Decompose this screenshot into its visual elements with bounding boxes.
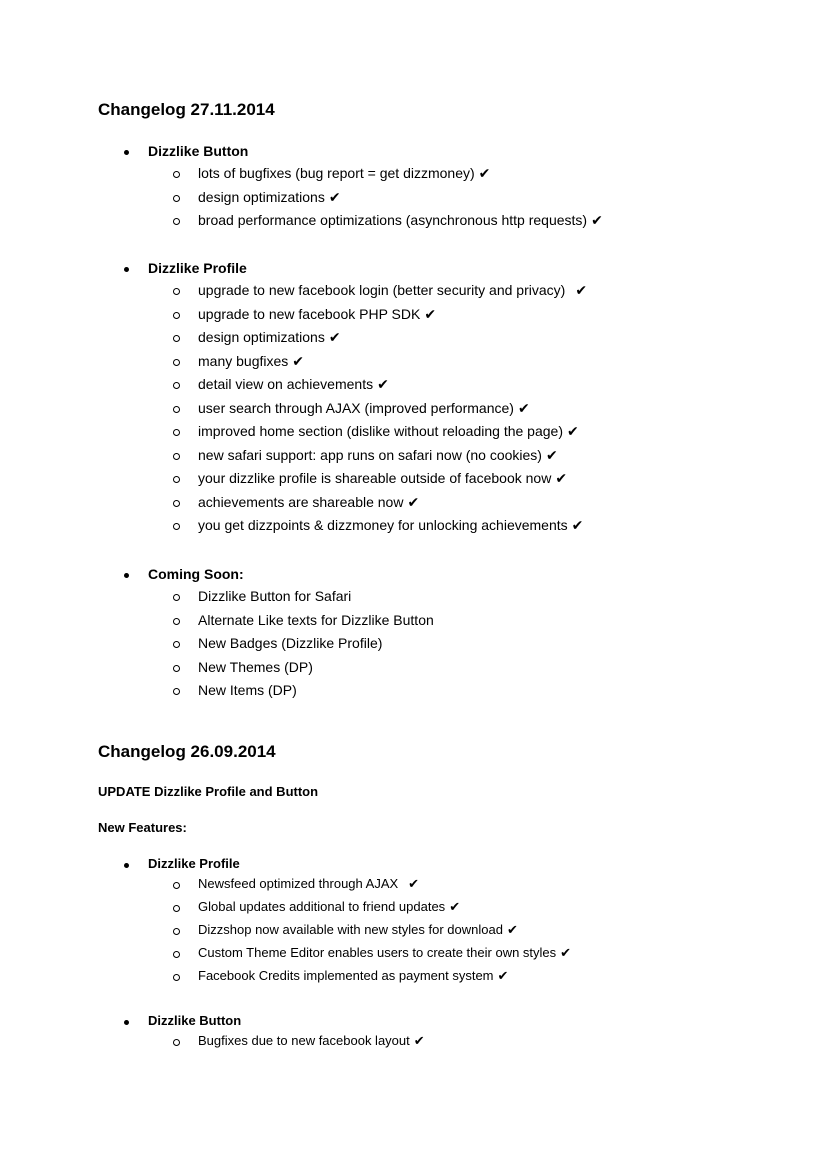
- item-text: upgrade to new facebook PHP SDK: [198, 305, 421, 322]
- circle-bullet-icon: [173, 288, 180, 295]
- sub-list: [0, 165, 827, 236]
- circle-bullet-icon: [173, 453, 180, 460]
- list-item: [0, 945, 827, 968]
- circle-bullet-icon: [173, 500, 180, 507]
- new-features-label: New Features:: [98, 820, 187, 835]
- circle-bullet-icon: [173, 665, 180, 672]
- item-text: design optimizations: [198, 188, 325, 205]
- circle-bullet-icon: [173, 406, 180, 413]
- checkmark-icon: ✔: [328, 329, 341, 345]
- checkmark-icon: ✔: [566, 423, 579, 439]
- list-item: [0, 282, 827, 306]
- group-title: Dizzlike Profile: [148, 856, 240, 871]
- item-text: Dizzlike Button for Safari: [198, 588, 352, 604]
- checkmark-icon: ✔: [571, 517, 584, 533]
- list-item: [0, 635, 827, 659]
- item-text: achievements are shareable now: [198, 493, 404, 510]
- item-text: New Badges (Dizzlike Profile): [198, 635, 383, 651]
- group-coming-soon: [0, 565, 827, 706]
- item-text: New Themes (DP): [198, 658, 313, 675]
- list-item: [0, 376, 827, 400]
- item-text: Newsfeed optimized through AJAX: [198, 876, 399, 891]
- checkmark-icon: ✔: [478, 165, 491, 181]
- bullet-icon: [124, 863, 129, 868]
- bullet-icon: [124, 150, 129, 155]
- checkmark-icon: ✔: [506, 922, 518, 937]
- bullet-icon: [124, 573, 129, 578]
- list-item: [0, 517, 827, 541]
- list-item: [0, 447, 827, 471]
- item-text: detail view on achievements: [198, 376, 374, 392]
- circle-bullet-icon: [173, 905, 180, 912]
- list-item: [0, 682, 827, 706]
- bullet-icon: [124, 267, 129, 272]
- item-text: new safari support: app runs on safari now (no cookies): [198, 446, 542, 463]
- item-text: user search through AJAX (improved performance): [198, 399, 514, 416]
- checkmark-icon: ✔: [328, 188, 341, 205]
- circle-bullet-icon: [173, 218, 180, 225]
- list-item: [0, 659, 827, 683]
- checkmark-icon: ✔: [575, 282, 588, 298]
- list-item: [0, 423, 827, 447]
- item-text: lots of bugfixes (bug report = get dizzmoney): [198, 165, 475, 181]
- group-title: Dizzlike Button: [148, 143, 249, 159]
- group-title: Dizzlike Profile: [148, 260, 247, 276]
- circle-bullet-icon: [173, 429, 180, 436]
- group-title-row: [0, 1012, 827, 1033]
- checkmark-icon: ✔: [407, 493, 420, 510]
- list-item: [0, 306, 827, 330]
- checkmark-icon: ✔: [377, 376, 389, 392]
- group-title-row: [0, 855, 827, 876]
- list-item: [0, 588, 827, 612]
- circle-bullet-icon: [173, 1039, 180, 1046]
- item-text: many bugfixes: [198, 352, 289, 369]
- circle-bullet-icon: [173, 882, 180, 889]
- sub-list: [0, 588, 827, 706]
- checkmark-icon: ✔: [560, 945, 572, 960]
- circle-bullet-icon: [173, 618, 180, 625]
- group-dizzlike-button: [0, 142, 827, 236]
- circle-bullet-icon: [173, 171, 180, 178]
- list-item: [0, 494, 827, 518]
- item-text: Facebook Credits implemented as payment system: [198, 968, 494, 983]
- circle-bullet-icon: [173, 476, 180, 483]
- list-item: [0, 1033, 827, 1056]
- item-text: upgrade to new facebook login (better security and privacy): [198, 282, 566, 298]
- group-title-row: [0, 565, 827, 588]
- list-item: [0, 612, 827, 636]
- circle-bullet-icon: [173, 594, 180, 601]
- checkmark-icon: ✔: [545, 446, 558, 463]
- checkmark-icon: ✔: [408, 876, 420, 891]
- list-item: [0, 968, 827, 991]
- circle-bullet-icon: [173, 335, 180, 342]
- list-item: [0, 353, 827, 377]
- checkmark-icon: ✔: [497, 968, 509, 983]
- checkmark-icon: ✔: [424, 305, 437, 322]
- group-title-row: [0, 259, 827, 282]
- group-title: Dizzlike Button: [148, 1013, 242, 1028]
- changelog-heading-2014-11-27: Changelog 27.11.2014: [98, 100, 275, 119]
- circle-bullet-icon: [173, 951, 180, 958]
- item-text: Custom Theme Editor enables users to create their own styles: [198, 945, 557, 960]
- circle-bullet-icon: [173, 974, 180, 981]
- group-dizzlike-button-2: [0, 1012, 827, 1056]
- checkmark-icon: ✔: [555, 470, 568, 486]
- group-title: Coming Soon:: [148, 566, 244, 582]
- item-text: broad performance optimizations (asynchronous http requests): [198, 212, 588, 228]
- item-text: Bugfixes due to new facebook layout: [198, 1033, 410, 1048]
- checkmark-icon: ✔: [292, 352, 305, 369]
- list-item: [0, 212, 827, 236]
- sub-list: [0, 1033, 827, 1056]
- item-text: improved home section (dislike without reloading the page): [198, 423, 563, 439]
- list-item: [0, 329, 827, 353]
- item-text: your dizzlike profile is shareable outside of facebook now: [198, 470, 552, 486]
- list-item: [0, 189, 827, 213]
- circle-bullet-icon: [173, 688, 180, 695]
- changelog-heading-2014-09-26: Changelog 26.09.2014: [98, 742, 276, 761]
- list-item: [0, 165, 827, 189]
- bullet-icon: [124, 1020, 129, 1025]
- update-line: UPDATE Dizzlike Profile and Button: [98, 784, 319, 799]
- list-item: [0, 400, 827, 424]
- item-text: Dizzshop now available with new styles for download: [198, 922, 503, 937]
- circle-bullet-icon: [173, 359, 180, 366]
- item-text: Alternate Like texts for Dizzlike Button: [198, 611, 434, 628]
- circle-bullet-icon: [173, 195, 180, 202]
- checkmark-icon: ✔: [517, 399, 530, 416]
- list-item: [0, 470, 827, 494]
- circle-bullet-icon: [173, 641, 180, 648]
- circle-bullet-icon: [173, 382, 180, 389]
- circle-bullet-icon: [173, 928, 180, 935]
- circle-bullet-icon: [173, 523, 180, 530]
- list-item: [0, 899, 827, 922]
- group-dizzlike-profile: [0, 259, 827, 541]
- checkmark-icon: ✔: [413, 1033, 425, 1048]
- item-text: Global updates additional to friend updates: [198, 899, 446, 914]
- item-text: design optimizations: [198, 329, 325, 345]
- list-item: [0, 876, 827, 899]
- circle-bullet-icon: [173, 312, 180, 319]
- checkmark-icon: ✔: [591, 212, 603, 228]
- checkmark-icon: ✔: [449, 899, 461, 914]
- item-text: you get dizzpoints & dizzmoney for unlocking achievements: [198, 517, 568, 533]
- group-title-row: [0, 142, 827, 165]
- sub-list: [0, 282, 827, 541]
- list-item: [0, 922, 827, 945]
- item-text: New Items (DP): [198, 682, 297, 698]
- group-dizzlike-profile-2: [0, 855, 827, 991]
- sub-list: [0, 876, 827, 991]
